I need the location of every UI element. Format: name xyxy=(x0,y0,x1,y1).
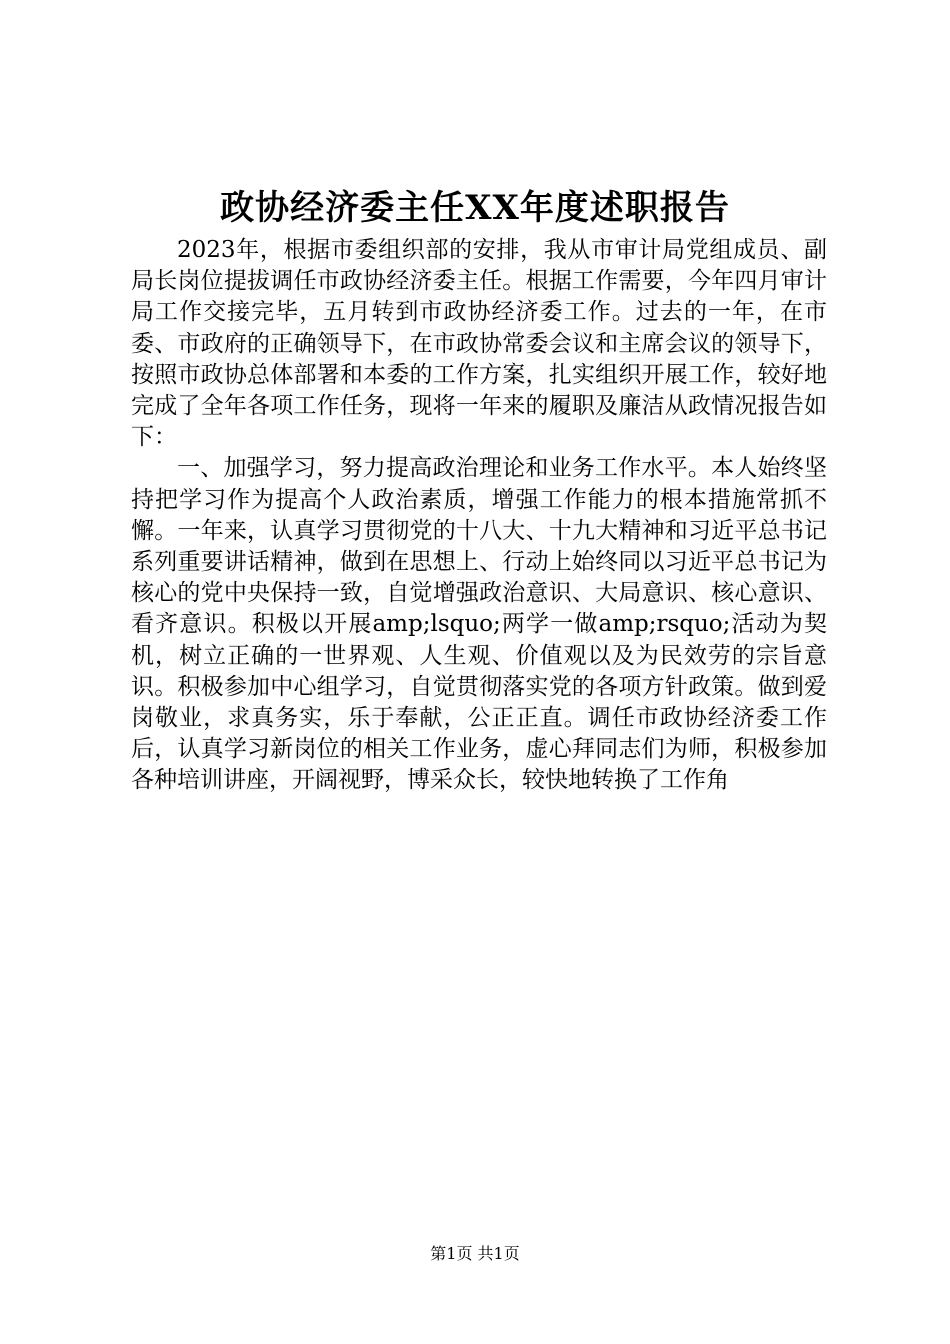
document-body xyxy=(131,235,827,797)
document-title: 政协经济委主任XX年度述职报告 xyxy=(220,188,730,228)
paragraph-intro: 2023年，根据市委组织部的安排，我从市审计局党组成员、副局长岗位提拔调任市政协经济委主任。根据工作需要，今年四月审计局工作交接完毕，五月转到市政协经济委工作。过去的一年，在市委、市政府的正确领导下，在市政协常委会议和主席会议的领导下，按照市政协总体部署和本委的工作方案，扎实组织开展工作，较好地完成了全年各项工作任务，现将一年来的履职及廉洁从政情况报告如下： xyxy=(131,237,827,451)
page-number-footer: 第1页 共1页 xyxy=(430,1244,520,1263)
paragraph-section-one: 一、加强学习，努力提高政治理论和业务工作水平。本人始终坚持把学习作为提高个人政治素质，增强工作能力的根本措施常抓不懈。一年来，认真学习贯彻党的十八大、十九大精神和习近平总书记系列重要讲话精神，做到在思想上、行动上始终同以习近平总书记为核心的党中央保持一致，自觉增强政治意识、大局意识、核心意识、看齐意识。积极以开展amp;lsquo;两学一做amp;rsquo;活动为契机，树立正确的一世界观、人生观、价值观以及为民效劳的宗旨意识。积极参加中心组学习，自觉贯彻落实党的各项方针政策。做到爱岗敬业，求真务实，乐于奉献，公正正直。调任市政协经济委工作后，认真学习新岗位的相关工作业务，虚心拜同志们为师，积极参加各种培训讲座，开阔视野，博采众长，较快地转换了工作角 xyxy=(131,455,827,794)
